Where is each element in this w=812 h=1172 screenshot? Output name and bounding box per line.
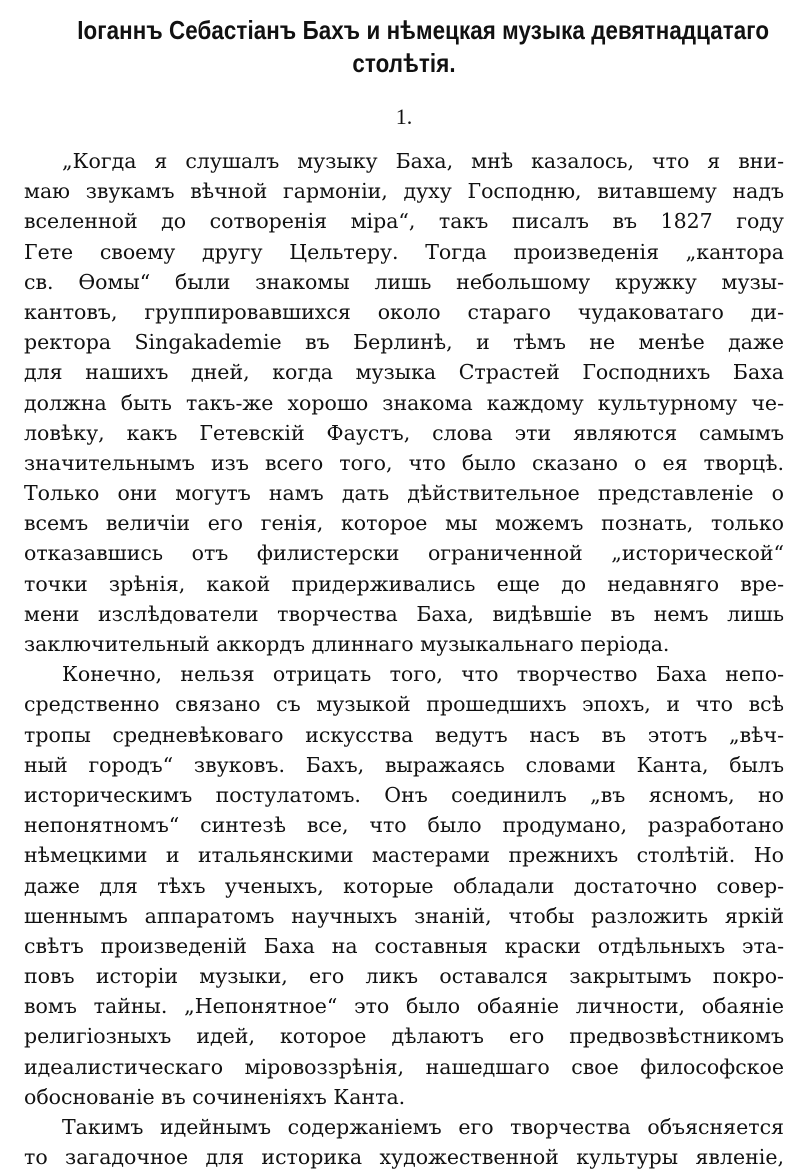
text-line: Конечно, нельзя отрицать того, что творчество Баха непо- <box>62 662 784 687</box>
text-line: то загадочное для историка художественной культуры явленіе, <box>24 1145 784 1170</box>
text-line: кантовъ, группировавшихся около стараго чудаковатаго ди- <box>24 299 784 324</box>
title-line-2: столѣтія. <box>352 48 456 78</box>
text-line: ный городъ“ звуковъ. Бахъ, выражаясь словами Канта, былъ <box>24 752 784 777</box>
page-title <box>77 14 770 80</box>
text-line: тропы средневѣковаго искусства ведутъ насъ въ этотъ „вѣч- <box>24 722 784 747</box>
text-line: св. Ѳомы“ были знакомы лишь небольшому кружку музы- <box>24 269 784 294</box>
text-line: всемъ величіи его генія, которое мы можемъ познать, только <box>24 511 784 536</box>
text-line: должна быть такъ-же хорошо знакома каждому культурному че- <box>24 390 784 415</box>
text-line: обоснованіе въ сочиненіяхъ Канта. <box>24 1084 406 1109</box>
text-line: ловѣку, какъ Гетевскій Фаустъ, слова эти являются самымъ <box>24 420 784 445</box>
text-line: вомъ тайны. „Непонятное“ это было обаяніе личности, обаяніе <box>24 994 784 1019</box>
paragraph <box>24 146 784 659</box>
paragraph <box>24 1112 784 1172</box>
text-line: „Когда я слушалъ музыку Баха, мнѣ казалось, что я вни- <box>62 149 784 173</box>
text-line: идеалистическаго міровоззрѣнія, нашедшаго свое философское <box>24 1054 784 1079</box>
text-line: точки зрѣнія, какой придерживались еще до недавняго вре- <box>24 571 784 596</box>
text-line: для нашихъ дней, когда музыка Страстей Господнихъ Баха <box>24 360 784 385</box>
text-line: средственно связано съ музыкой прошедшихъ эпохъ, и что всѣ <box>24 692 784 717</box>
paragraph <box>24 659 784 1112</box>
title-line-1: Іоганнъ Себастіанъ Бахъ и нѣмецкая музыка девятнадцатаго <box>77 15 770 45</box>
section-number: 1. <box>395 104 413 129</box>
text-line: Гете своему другу Цельтеру. Тогда произведенія „кантора <box>24 239 784 264</box>
body-text <box>24 146 784 1172</box>
text-line: Только они могутъ намъ дать дѣйствительное представленіе о <box>24 481 784 506</box>
text-line: заключительный аккордъ длиннаго музыкальнаго періода. <box>24 632 670 656</box>
text-line: ректора Singakademie въ Берлинѣ, и тѣмъ не менѣе даже <box>24 330 784 355</box>
text-line: маю звукамъ вѣчной гармоніи, духу Господню, витавшему надъ <box>24 179 784 204</box>
text-line: мени изслѣдователи творчества Баха, видѣвшіе въ немъ лишь <box>24 601 784 626</box>
text-line: отказавшись отъ филистерски ограниченной „исторической“ <box>24 541 784 566</box>
text-line: нѣмецкими и итальянскими мастерами прежнихъ столѣтій. Но <box>24 843 784 868</box>
text-line: повъ исторіи музыки, его ликъ оставался закрытымъ покро- <box>24 964 784 989</box>
text-line: непонятномъ“ синтезѣ все, что было продумано, разработано <box>24 813 784 838</box>
text-line: историческимъ постулатомъ. Онъ соединилъ „въ ясномъ, но <box>24 782 784 807</box>
text-line: вселенной до сотворенія міра“, такъ писалъ въ 1827 году <box>24 209 784 234</box>
text-line: Такимъ идейнымъ содержаніемъ его творчества объясняется <box>62 1115 784 1139</box>
text-line: свѣтъ произведеній Баха на составныя краски отдѣльныхъ эта- <box>24 933 784 958</box>
text-line: шеннымъ аппаратомъ научныхъ знаній, чтобы разложить яркій <box>24 903 784 928</box>
text-line: значительнымъ изъ всего того, что было сказано о ея творцѣ. <box>24 450 784 475</box>
text-line: религіозныхъ идей, которое дѣлаютъ его предвозвѣстникомъ <box>24 1024 784 1049</box>
text-line: даже для тѣхъ ученыхъ, которые обладали достаточно совер- <box>24 873 784 898</box>
